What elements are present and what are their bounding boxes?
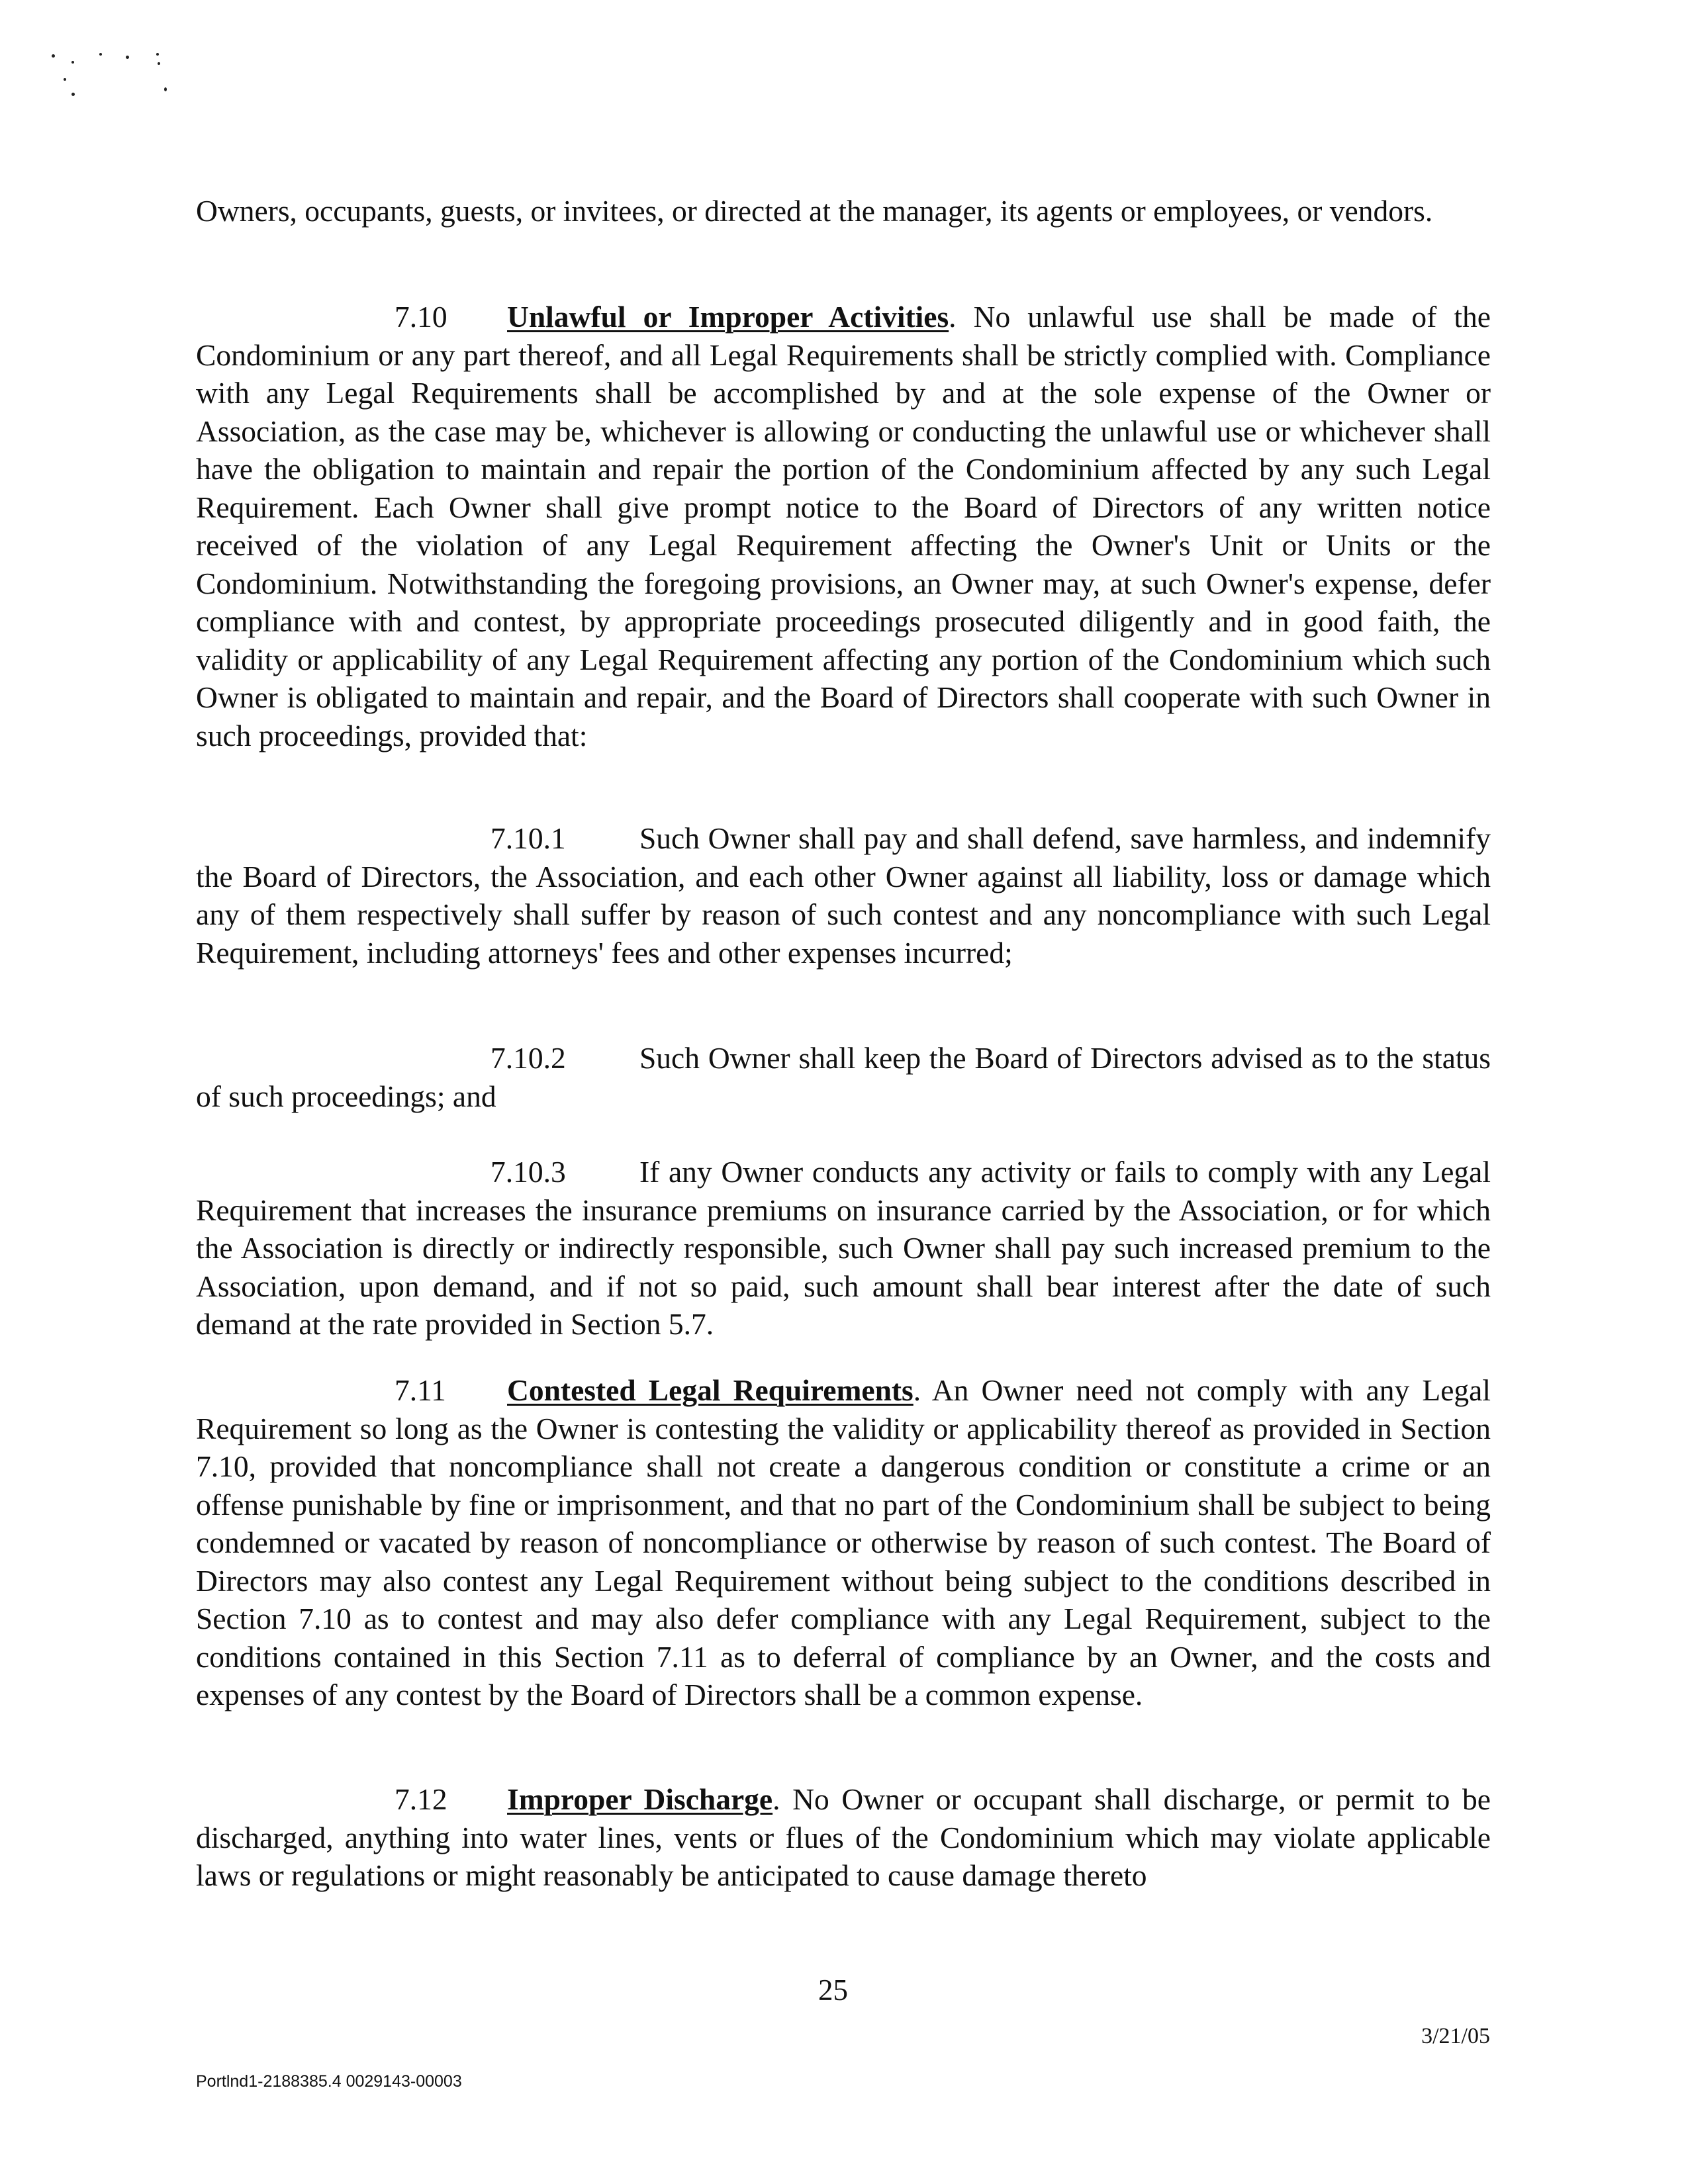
section-number: 7.10 <box>395 300 447 334</box>
section-heading: Unlawful or Improper Activities <box>507 300 949 334</box>
section-7-10-2 <box>196 1039 1491 1115</box>
subsection-number: 7.10.1 <box>491 821 566 855</box>
subsection-number: 7.10.3 <box>491 1155 566 1189</box>
scan-specks <box>40 40 199 119</box>
section-body: . An Owner need not comply with any Legal Requirement so long as the Owner is contesting the validity or applicability thereof as provided in Section 7.10, provided that noncompliance shall not create a dangerous condition or constitute a crime or an offense punishable by fine or imprisonment, and that no part of the Condominium shall be subject to being condemned or vacated by reason of noncompliance or otherwise by reason of such contest. The Board of Directors may also contest any Legal Requirement without being subject to the conditions described in Section 7.10 as to contest and may also defer compliance with any Legal Requirement, subject to the conditions contained in this Section 7.11 as to deferral of compliance by an Owner, and the costs and expenses of any contest by the Board of Directors shall be a common expense. <box>196 1373 1491 1711</box>
page-number: 25 <box>818 1974 848 2007</box>
section-number: 7.11 <box>395 1373 446 1407</box>
subsection-body: Such Owner shall keep the Board of Directors advised as to the status of such proceedings; and <box>196 1041 1491 1113</box>
section-number: 7.12 <box>395 1782 447 1816</box>
intro-text: Owners, occupants, guests, or invitees, or directed at the manager, its agents or employees, or vendors. <box>196 194 1433 228</box>
section-7-10-1 <box>196 819 1491 972</box>
subsection-number: 7.10.2 <box>491 1041 566 1075</box>
date-stamp: 3/21/05 <box>1421 2024 1490 2048</box>
section-7-11 <box>196 1371 1491 1714</box>
section-body: . No unlawful use shall be made of the Condominium or any part thereof, and all Legal Requirements shall be strictly complied with. Compliance with any Legal Requirements shall be accomplished by and at the sole expense of the Owner or Association, as the case may be, whichever is allowing or conducting the unlawful use or whichever shall have the obligation to maintain and repair the portion of the Condominium affected by any such Legal Requirement. Each Owner shall give prompt notice to the Board of Directors of any written notice received of the violation of any Legal Requirement affecting the Owner's Unit or Units or the Condominium. Notwithstanding the foregoing provisions, an Owner may, at such Owner's expense, defer compliance with and contest, by appropriate proceedings prosecuted diligently and in good faith, the validity or applicability of any Legal Requirement affecting any portion of the Condominium which such Owner is obligated to maintain and repair, and the Board of Directors shall cooperate with such Owner in such proceedings, provided that: <box>196 300 1491 752</box>
subsection-body: If any Owner conducts any activity or fails to comply with any Legal Requirement that increases the insurance premiums on insurance carried by the Association, or for which the Association is directly or indirectly responsible, such Owner shall pay such increased premium to the Association, upon demand, and if not so paid, such amount shall bear interest after the date of such demand at the rate provided in Section 5.7. <box>196 1155 1491 1341</box>
section-heading: Contested Legal Requirements <box>507 1373 913 1407</box>
subsection-body: Such Owner shall pay and shall defend, save harmless, and indemnify the Board of Directors, the Association, and each other Owner against all liability, loss or damage which any of them respectively shall suffer by reason of such contest and any noncompliance with such Legal Requirement, including attorneys' fees and other expenses incurred; <box>196 821 1491 970</box>
section-heading: Improper Discharge <box>507 1782 773 1816</box>
section-7-12 <box>196 1780 1491 1895</box>
section-7-10-3 <box>196 1153 1491 1343</box>
intro-paragraph <box>196 192 1491 230</box>
section-body: . No Owner or occupant shall discharge, or permit to be discharged, anything into water lines, vents or flues of the Condominium which may violate applicable laws or regulations or might reasonably be anticipated to cause damage thereto <box>196 1782 1491 1892</box>
section-7-10 <box>196 298 1491 754</box>
document-id: Portlnd1-2188385.4 0029143-00003 <box>196 2072 462 2091</box>
